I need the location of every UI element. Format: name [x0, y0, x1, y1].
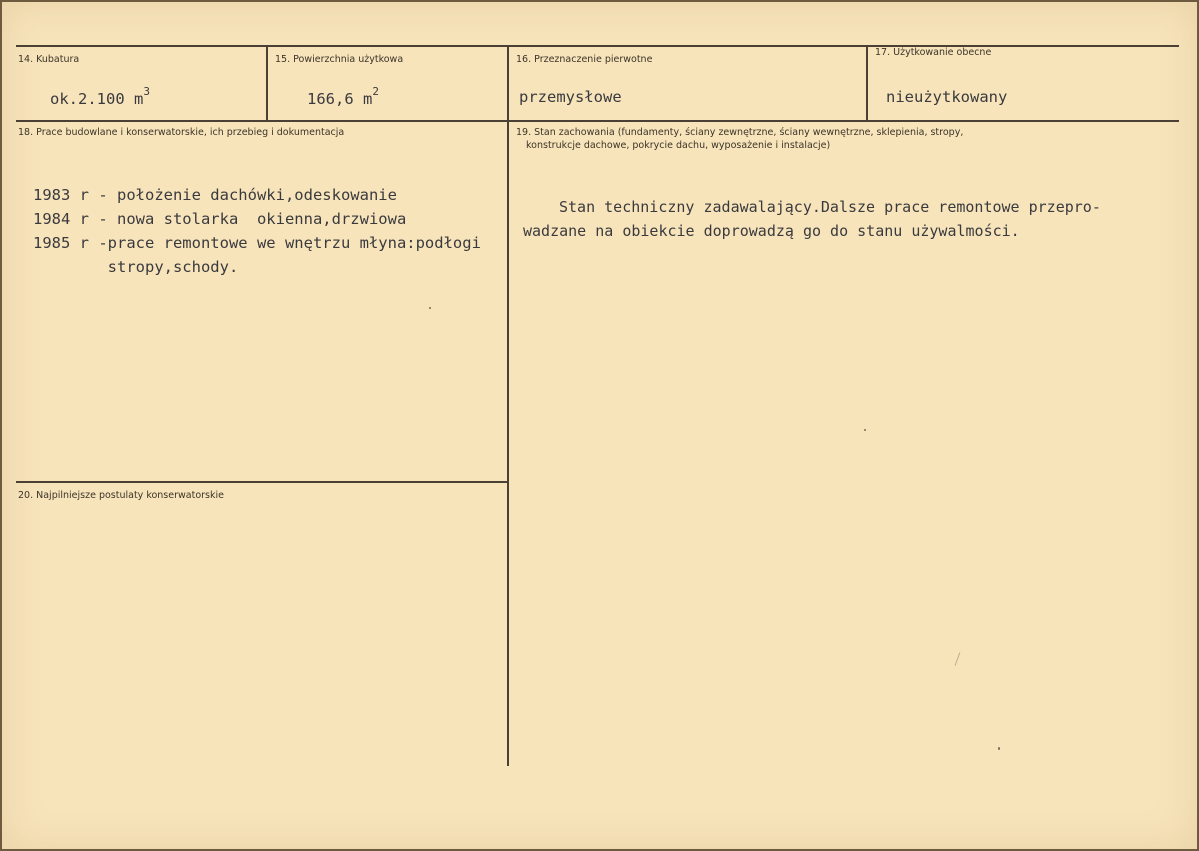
paper-speck — [955, 652, 961, 665]
divider-16-17 — [866, 46, 868, 121]
divider-left-right — [507, 121, 509, 766]
field-16-label: 16. Przeznaczenie pierwotne — [516, 54, 653, 65]
field-19-text-line2: wadzane na obiekcie doprowadzą go do stanu używalmości. — [523, 222, 1020, 240]
field-14-unit-exponent: 3 — [143, 85, 150, 98]
field-15-unit-exponent: 2 — [372, 85, 379, 98]
divider-14-15 — [266, 46, 268, 121]
paper-speck — [429, 307, 431, 309]
rule-section20-top — [16, 481, 508, 483]
field-18-entries — [33, 183, 481, 279]
paper-speck — [864, 429, 866, 431]
rule-row1-bottom — [16, 120, 1179, 122]
heritage-record-card — [2, 2, 1197, 849]
field-20-label: 20. Najpilniejsze postulaty konserwatorskie — [18, 490, 224, 501]
field-17-label: 17. Użytkowanie obecne — [875, 47, 992, 58]
field-17-value: nieużytkowany — [886, 88, 1008, 106]
field-18-line: stropy,schody. — [33, 258, 239, 276]
field-19-label-line1: 19. Stan zachowania (fundamenty, ściany zewnętrzne, ściany wewnętrzne, sklepienia, stropy, — [516, 127, 964, 138]
field-19-text — [523, 195, 1101, 243]
field-18-line: 1984 r - nowa stolarka okienna,drzwiowa — [33, 210, 407, 228]
field-18-line: 1985 r -prace remontowe we wnętrzu młyna:podłogi — [33, 234, 481, 252]
field-18-line: 1983 r - położenie dachówki,odeskowanie — [33, 186, 397, 204]
field-19-label — [516, 126, 963, 152]
field-14-value: ok.2.100 $m^3$ — [50, 85, 150, 109]
field-19-label-line2: konstrukcje dachowe, pokrycie dachu, wyposażenie i instalacje) — [526, 140, 831, 151]
field-19-text-line1: Stan techniczny zadawalający.Dalsze prace remontowe przepro- — [559, 198, 1101, 216]
rule-top — [16, 45, 1179, 47]
field-16-value: przemysłowe — [519, 88, 622, 106]
field-14-label: 14. Kubatura — [18, 54, 80, 65]
field-15-label: 15. Powierzchnia użytkowa — [275, 54, 404, 65]
divider-15-16 — [507, 46, 509, 121]
field-18-label: 18. Prace budowlane i konserwatorskie, ich przebieg i dokumentacja — [18, 127, 345, 138]
field-15-value: 166,6 $m^2$ — [307, 85, 379, 109]
paper-speck — [998, 747, 1000, 750]
